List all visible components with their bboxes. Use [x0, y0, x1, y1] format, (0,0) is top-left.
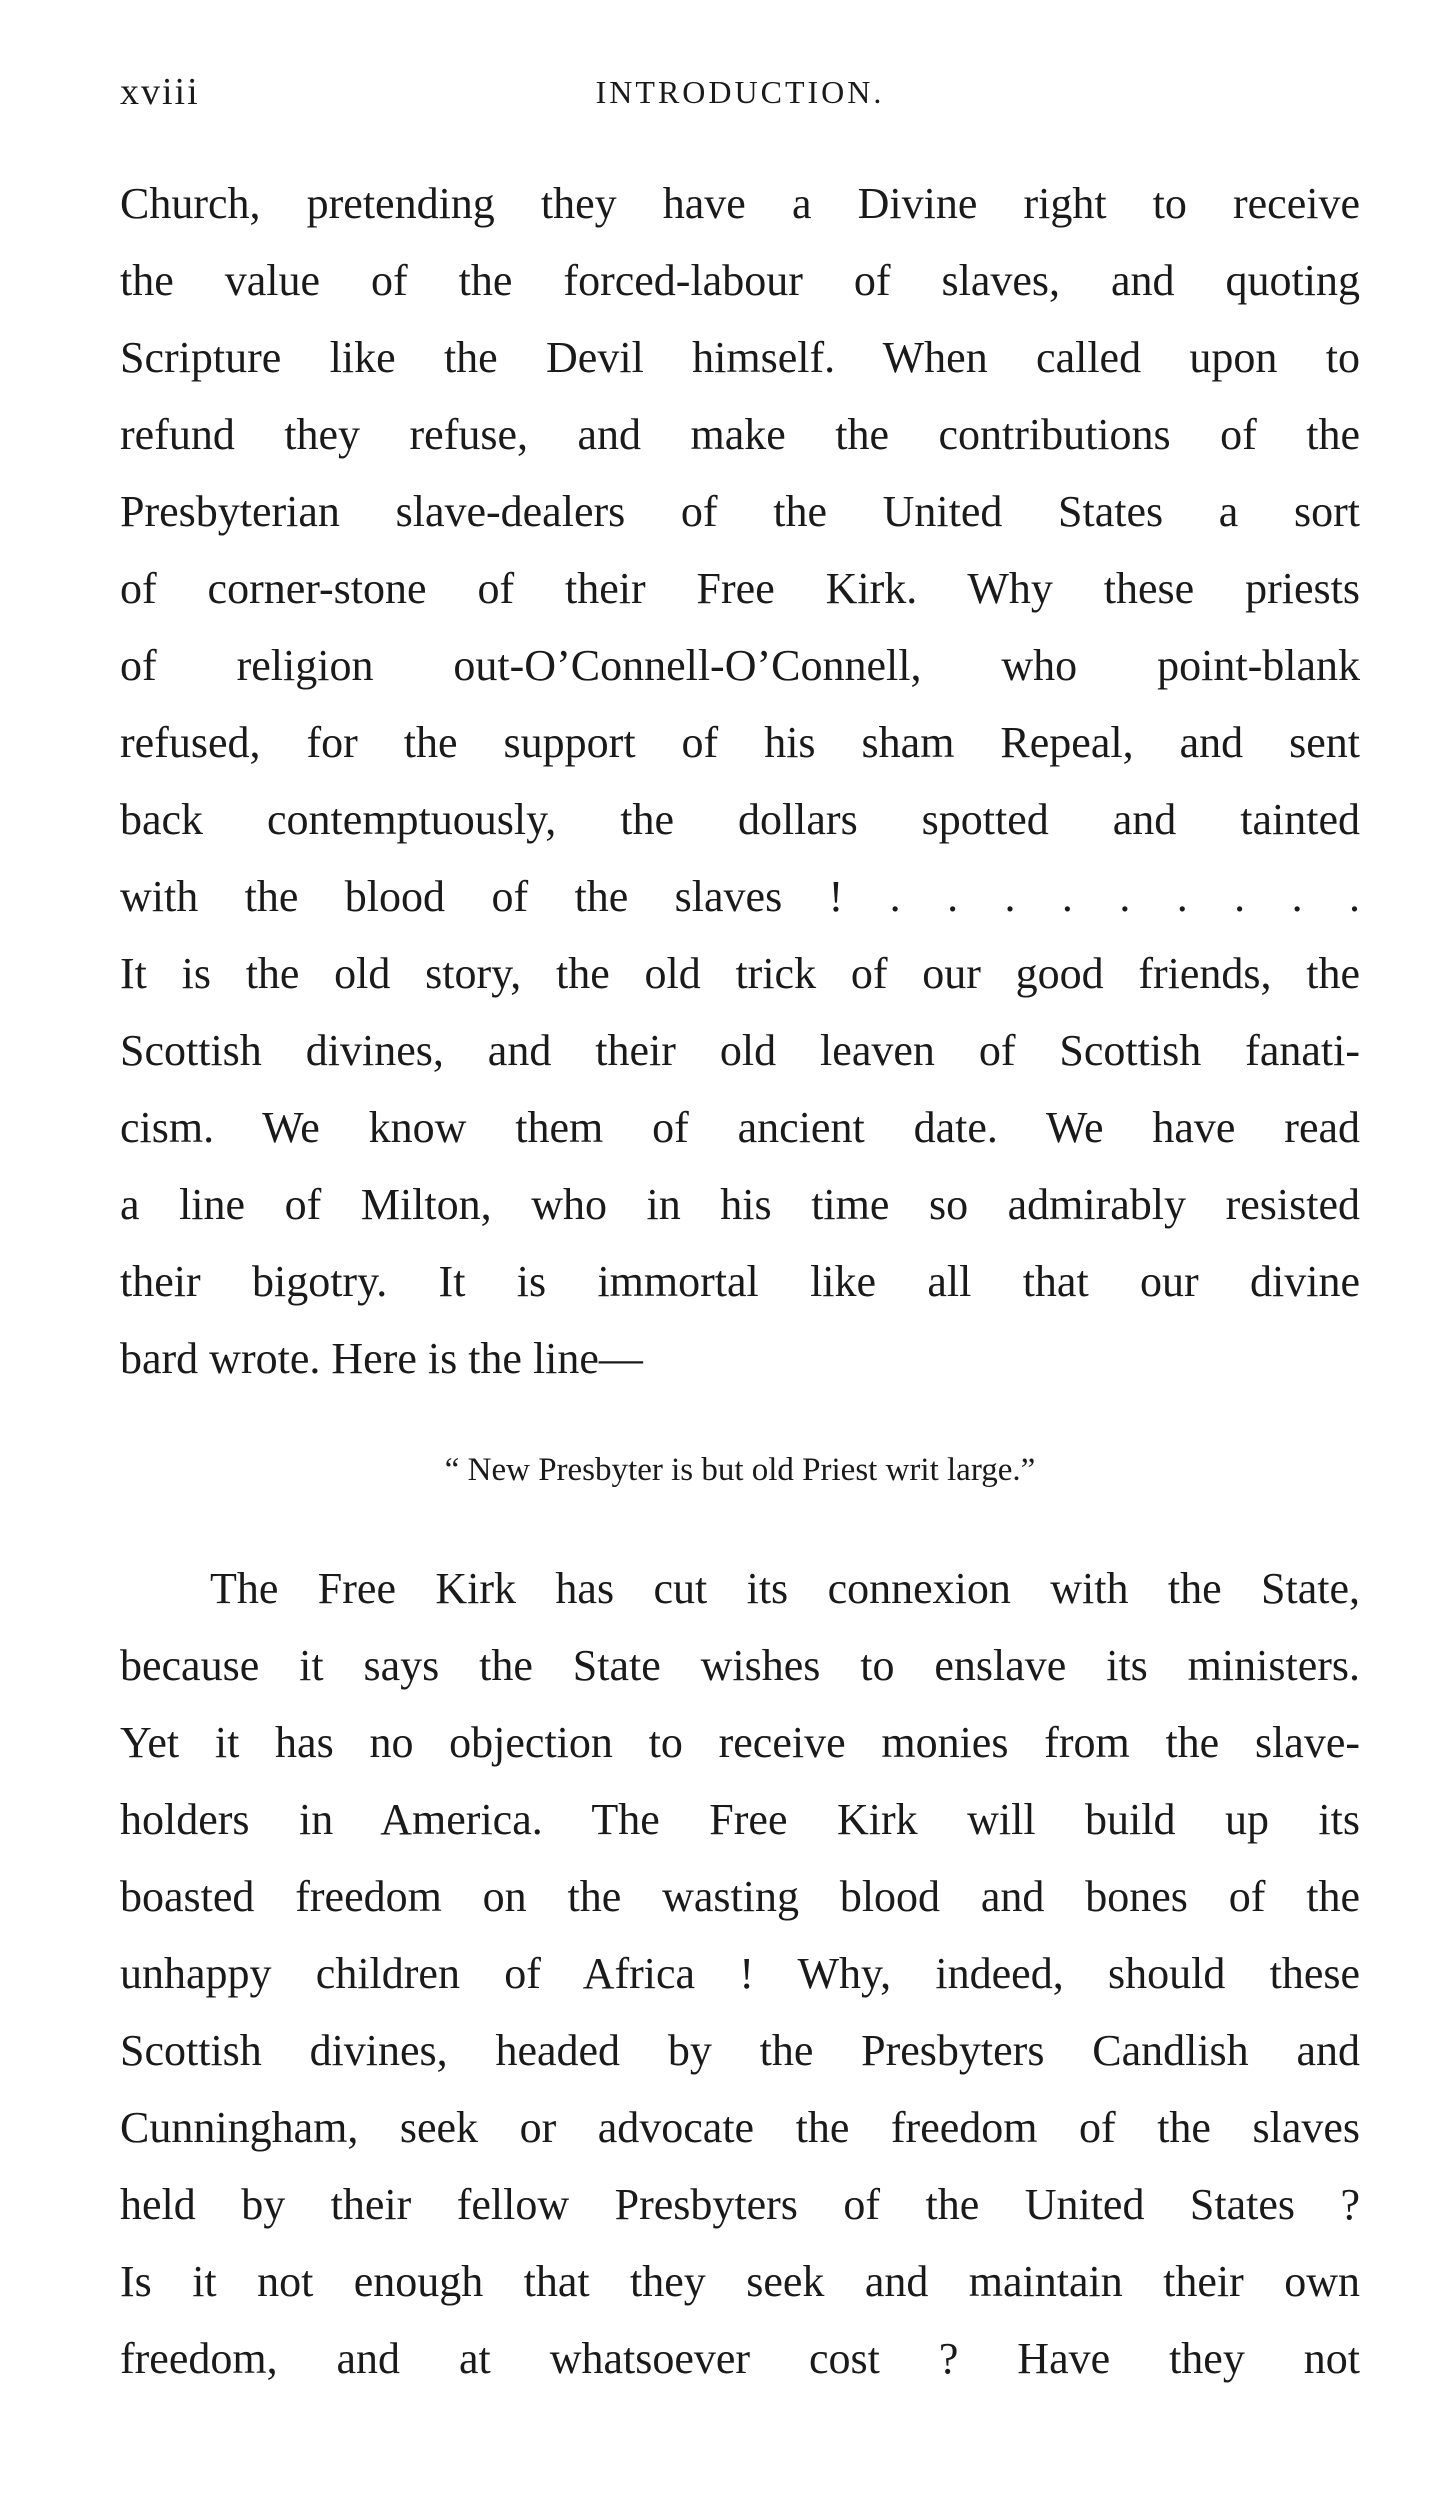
paragraph-3: [120, 1550, 1360, 2397]
text-line: of corner-stone of their Free Kirk. Why these priests: [120, 564, 1360, 613]
milton-quote: “ New Presbyter is but old Priest writ large.”: [444, 1452, 1036, 1488]
page-number: xviii: [120, 71, 200, 113]
text-line: Scottish divines, and their old leaven of Scottish fanati-: [120, 1026, 1360, 1075]
text-line: Scottish divines, headed by the Presbyters Candlish and: [120, 2026, 1360, 2075]
text-line: Presbyterian slave-dealers of the United States a sort: [120, 487, 1360, 536]
running-title: INTRODUCTION.: [595, 74, 885, 110]
text-line: It is the old story, the old trick of our good friends, the: [120, 949, 1360, 998]
text-line: Cunningham, seek or advocate the freedom of the slaves: [120, 2103, 1360, 2152]
paragraph-1: [120, 165, 1360, 935]
paragraph-2: [120, 935, 1360, 1397]
text-line: refund they refuse, and make the contributions of the: [120, 410, 1360, 459]
text-line: the value of the forced-labour of slaves, and quoting: [120, 256, 1360, 305]
text-line: bard wrote. Here is the line—: [120, 1334, 643, 1383]
text-line: Yet it has no objection to receive monies from the slave-: [120, 1718, 1360, 1767]
text-line: unhappy children of Africa ! Why, indeed, should these: [120, 1949, 1360, 1998]
text-block-upper: [120, 165, 1360, 1397]
text-line: of religion out-O’Connell-O’Connell, who point-blank: [120, 641, 1360, 690]
text-line: Church, pretending they have a Divine right to receive: [120, 179, 1360, 228]
text-line: refused, for the support of his sham Repeal, and sent: [120, 718, 1360, 767]
text-line: a line of Milton, who in his time so admirably resisted: [120, 1180, 1360, 1229]
running-head: [120, 70, 1360, 120]
text-line: The Free Kirk has cut its connexion with the State,: [210, 1564, 1360, 1613]
text-line: boasted freedom on the wasting blood and bones of the: [120, 1872, 1360, 1921]
text-line: because it says the State wishes to enslave its ministers.: [120, 1641, 1360, 1690]
text-line: their bigotry. It is immortal like all that our divine: [120, 1257, 1360, 1306]
text-line: back contemptuously, the dollars spotted and tainted: [120, 795, 1360, 844]
text-line: Scripture like the Devil himself. When called upon to: [120, 333, 1360, 382]
text-line: held by their fellow Presbyters of the United States ?: [120, 2180, 1360, 2229]
text-line: Is it not enough that they seek and maintain their own: [120, 2257, 1360, 2306]
text-line: with the blood of the slaves ! . . . . . . . . .: [120, 872, 1360, 921]
text-block-lower: [120, 1550, 1360, 2397]
text-line: freedom, and at whatsoever cost ? Have they not: [120, 2334, 1360, 2383]
text-line: holders in America. The Free Kirk will build up its: [120, 1795, 1360, 1844]
text-line: cism. We know them of ancient date. We have read: [120, 1103, 1360, 1152]
